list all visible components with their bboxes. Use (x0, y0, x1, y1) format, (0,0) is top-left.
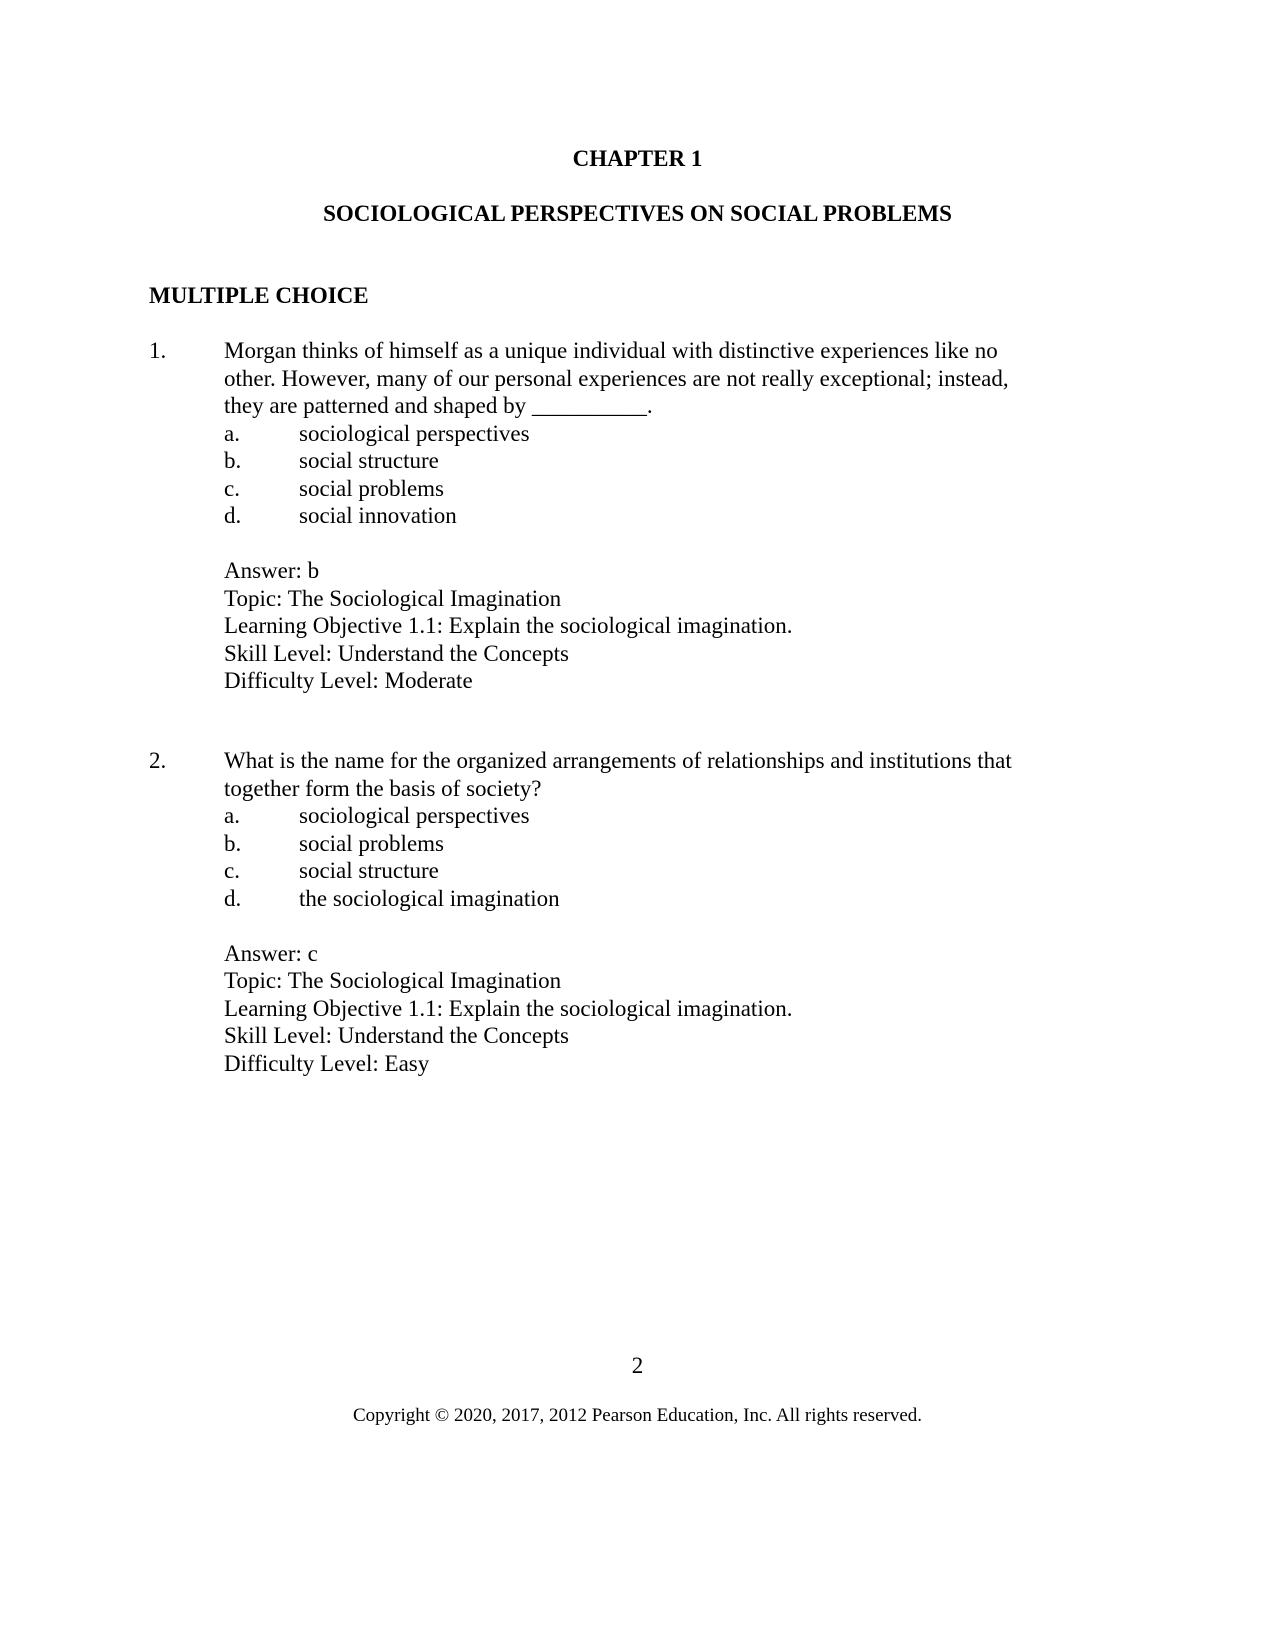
topic-line: Topic: The Sociological Imagination (224, 585, 562, 611)
learning-objective-line: Learning Objective 1.1: Explain the sociological imagination. (224, 613, 793, 638)
choice-letter: c. (224, 858, 240, 883)
choice-b (224, 447, 1109, 475)
choice-letter: a. (224, 420, 240, 446)
choice-c (224, 475, 1109, 503)
choice-c (224, 857, 1109, 885)
choice-a (224, 420, 1109, 448)
choice-d (224, 502, 1109, 530)
difficulty-line: Difficulty Level: Moderate (224, 668, 473, 693)
choice-a (224, 802, 1109, 830)
question-body (224, 337, 1109, 695)
answer-choices (224, 802, 1109, 912)
choice-letter: b. (224, 448, 242, 473)
topic-line: Topic: The Sociological Imagination (224, 968, 562, 993)
choice-letter: d. (224, 885, 242, 911)
question-metadata (224, 940, 1109, 1078)
choice-text: social innovation (299, 503, 457, 528)
choice-letter: b. (224, 830, 242, 856)
learning-objective-line: Learning Objective 1.1: Explain the sociological imagination. (224, 995, 793, 1021)
answer-choices (224, 420, 1109, 530)
answer-line: Answer: b (224, 558, 320, 583)
question-stem-line: other. However, many of our personal experiences are not really exceptional; instead, (224, 365, 1009, 391)
question-2 (149, 747, 1109, 1077)
answer-line: Answer: c (224, 940, 318, 966)
question-stem-line: Morgan thinks of himself as a unique individual with distinctive experiences like no (224, 338, 998, 363)
skill-level-line: Skill Level: Understand the Concepts (224, 1023, 569, 1048)
section-heading: MULTIPLE CHOICE (149, 283, 369, 308)
question-stem-line: What is the name for the organized arrangements of relationships and institutions that (224, 748, 1012, 773)
chapter-title: CHAPTER 1 (572, 146, 703, 171)
choice-letter: c. (224, 475, 240, 501)
question-stem-line: together form the basis of society? (224, 775, 542, 801)
choice-text: social structure (299, 858, 439, 883)
choice-text: the sociological imagination (299, 885, 560, 911)
question-body (224, 747, 1109, 1077)
question-metadata (224, 557, 1109, 695)
chapter-subtitle: SOCIOLOGICAL PERSPECTIVES ON SOCIAL PROBLEMS (323, 201, 952, 226)
choice-letter: a. (224, 803, 240, 828)
choice-b (224, 830, 1109, 858)
choice-d (224, 885, 1109, 913)
choice-letter: d. (224, 503, 242, 528)
choice-text: social structure (299, 448, 439, 473)
skill-level-line: Skill Level: Understand the Concepts (224, 640, 569, 666)
choice-text: sociological perspectives (299, 803, 530, 828)
difficulty-line: Difficulty Level: Easy (224, 1050, 430, 1076)
choice-text: social problems (299, 830, 444, 856)
choice-text: social problems (299, 475, 444, 501)
question-stem-line: they are patterned and shaped by __________. (224, 393, 653, 418)
choice-text: sociological perspectives (299, 420, 530, 446)
question-number: 1. (149, 338, 167, 363)
page-number: 2 (631, 1353, 644, 1378)
question-1 (149, 337, 1109, 695)
copyright-notice: Copyright © 2020, 2017, 2012 Pearson Education, Inc. All rights reserved. (352, 1405, 923, 1426)
question-number: 2. (149, 748, 167, 773)
